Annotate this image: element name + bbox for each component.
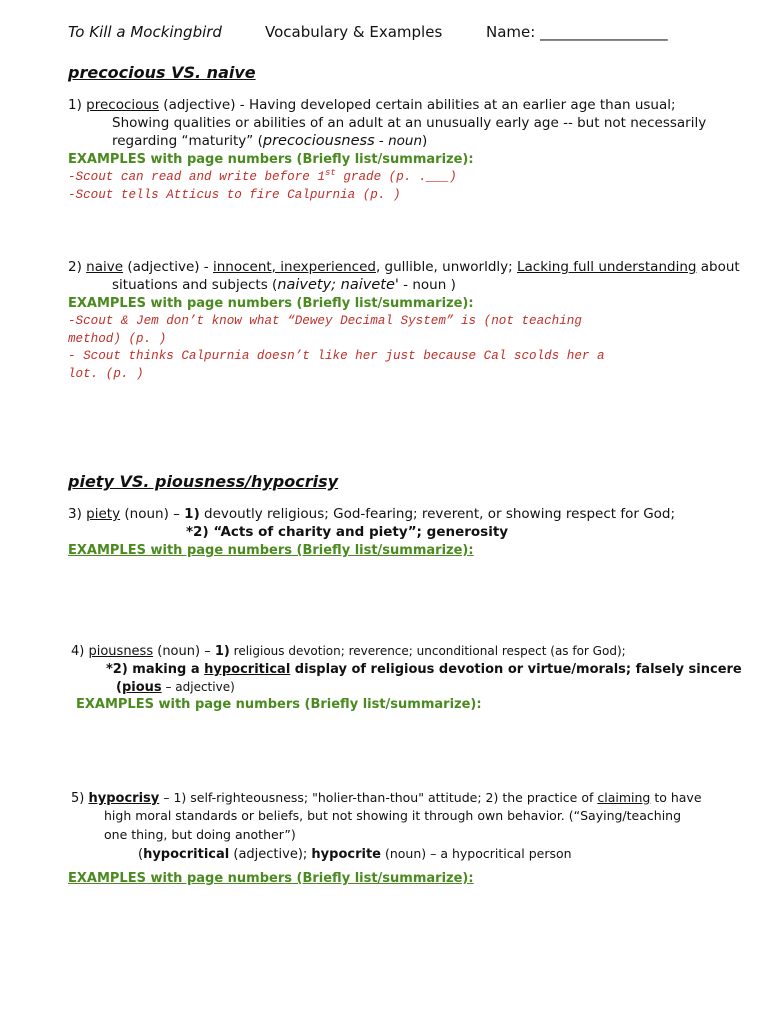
definition-text: ( [138,847,144,862]
definition-text: devoutly religious; God-fearing; reverent, or showing respect for God; [199,506,676,522]
section-title-precocious: precocious VS. naive [68,63,256,82]
vocab-word-piety: piety [86,506,121,522]
item5-line3: one thing, but doing another”) [104,827,296,842]
superscript: st [324,167,336,178]
definition-text: – adjective) [161,680,235,694]
definition-number: 1) [184,506,200,522]
item4-line2 [106,662,742,677]
examples-label: EXAMPLES with page numbers (Briefly list/summarize): [68,543,474,558]
item4-line3 [116,680,235,695]
doc-title: To Kill a Mockingbird [68,23,222,41]
item-number: 4) [71,644,85,659]
definition-text: innocent, inexperienced [212,259,376,275]
item3-line1 [68,506,675,522]
definition-text: (adjective) - [123,259,213,275]
definition-text: - [374,133,389,149]
item-number: 5) [71,791,85,806]
part-of-speech: (adjective) [163,97,236,113]
definition-text: regarding “maturity” ( [112,133,263,149]
definition-text: hypocrite [311,847,381,862]
item1-line1 [68,97,676,113]
definition-text: - Having developed certain abilities at an earlier age than usual; [235,97,676,113]
definition-text: (noun) – [153,644,215,659]
definition-text: to have [650,790,702,805]
definition-text: *2) making a [106,662,205,677]
example-line: method) (p. ) [68,332,167,346]
definition-text: (noun) – [120,506,185,522]
definition-text: claiming [597,790,651,805]
noun-form: precociousness [262,133,375,149]
vocab-word-naive: naive [86,259,124,275]
name-label: Name: [486,23,536,41]
item4-line1 [71,644,626,659]
definition-text: religious devotion; reverence; unconditional respect (as for God); [229,644,626,658]
item5-line1 [71,790,702,806]
item1-line3 [112,133,427,149]
definition-text: about [696,259,740,275]
example-line [68,167,457,184]
doc-subtitle: Vocabulary & Examples [265,23,443,41]
item2-line2 [112,277,456,293]
definition-text: – 1) self-righteousness; "holier-than-thou" attitude; 2) the practice of [159,790,598,805]
vocab-word-hypocrisy: hypocrisy [88,791,160,806]
definition-text: Lacking full understanding [517,259,697,275]
item-number: 2) [68,259,82,275]
noun-form: naivety; naivete' [277,277,399,293]
definition-text: (noun) – a hypocritical person [380,846,572,861]
examples-label: EXAMPLES with page numbers (Briefly list/summarize): [68,871,474,886]
definition-text: ( [116,680,122,695]
name-blank: _________________ [540,23,668,41]
definition-text: pious [121,680,162,695]
vocab-word-piousness: piousness [88,644,154,659]
example-line: -Scout tells Atticus to fire Calpurnia (p. ) [68,188,401,202]
item3-line2: *2) “Acts of charity and piety”; generosity [186,524,509,540]
example-line: lot. (p. ) [68,367,144,381]
section-title-piety: piety VS. piousness/hypocrisy [68,472,339,491]
item-number: 1) [68,97,82,113]
item5-line4 [138,846,572,862]
example-line: - Scout thinks Calpurnia doesn’t like her just because Cal scolds her a [68,349,605,363]
definition-text: situations and subjects ( [112,277,278,293]
name-field [486,23,668,41]
definition-text: display of religious devotion or virtue/morals; falsely sincere [290,662,742,677]
examples-label: EXAMPLES with page numbers (Briefly list/summarize): [68,152,474,167]
item1-line2: Showing qualities or abilities of an adult at an unusually early age -- but not necessarily [112,115,707,131]
definition-text: ) [422,133,428,149]
item5-line2: high moral standards or beliefs, but not showing it through own behavior. (“Saying/teaching [104,808,682,823]
item2-line1 [68,259,740,275]
example-text: -Scout can read and write before 1 [68,170,325,184]
definition-text: hypocritical [204,662,291,677]
definition-text: - noun ) [398,277,456,293]
definition-text: , gullible, unworldly; [375,259,518,275]
examples-label: EXAMPLES with page numbers (Briefly list/summarize): [76,697,482,712]
example-line: -Scout & Jem don’t know what “Dewey Decimal System” is (not teaching [68,314,582,328]
noun-label: noun [388,133,423,149]
definition-text: hypocritical [143,847,230,862]
definition-number: 1) [214,644,230,659]
examples-label: EXAMPLES with page numbers (Briefly list/summarize): [68,296,474,311]
vocab-word-precocious: precocious [86,97,159,113]
definition-text: (adjective); [229,847,312,862]
item-number: 3) [68,506,82,522]
example-text: grade (p. .___) [335,170,457,184]
